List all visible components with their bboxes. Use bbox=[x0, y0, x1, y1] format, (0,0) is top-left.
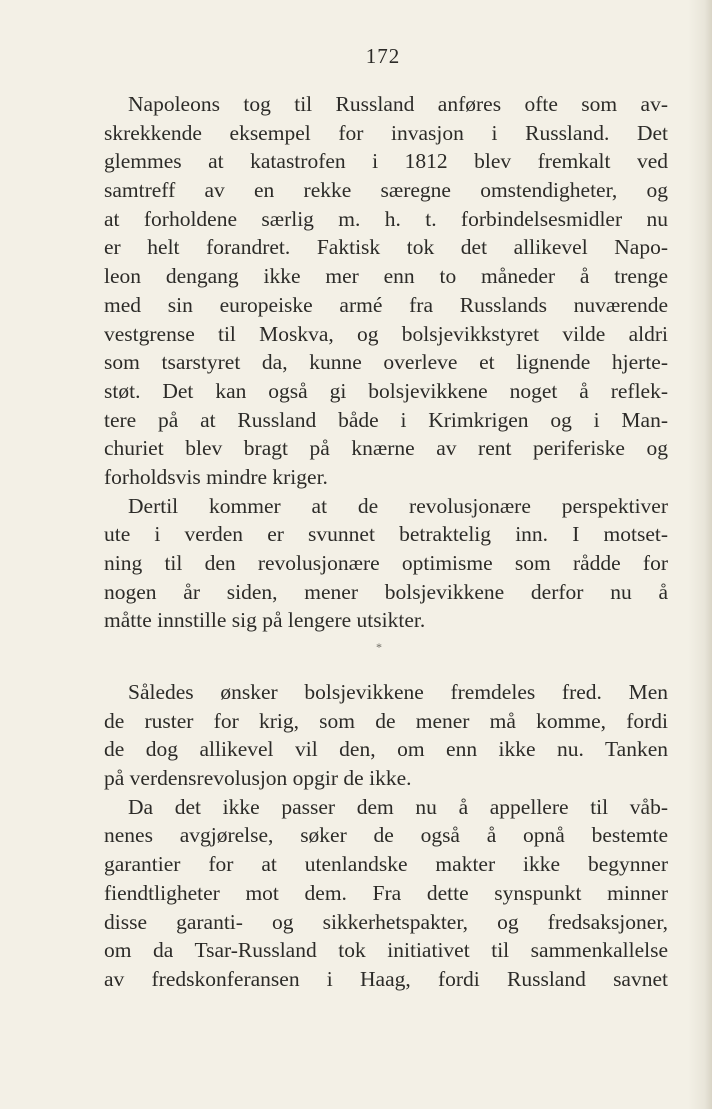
text-line: tere på at Russland både i Krimkrigen og i Man- bbox=[104, 407, 668, 432]
paragraph-block-2 bbox=[104, 678, 668, 994]
text-line: om da Tsar-Russland tok initiativet til sammenkallelse bbox=[104, 938, 668, 963]
text-line: at forholdene særlig m. h. t. forbindelsesmidler nu bbox=[104, 206, 668, 231]
text-line: Napoleons tog til Russland anføres ofte som av- bbox=[128, 92, 668, 116]
text-line: nogen år siden, mener bolsjevikkene derfor nu å bbox=[104, 579, 668, 604]
text-line: disse garanti- og sikkerhetspakter, og fredsaksjoner, bbox=[104, 909, 668, 934]
text-line: måtte innstille sig på lengere utsikter. bbox=[104, 608, 426, 633]
text-line: støt. Det kan også gi bolsjevikkene noget å reflek- bbox=[104, 378, 668, 403]
text-line: som tsarstyret da, kunne overleve et lignende hjerte- bbox=[104, 350, 668, 375]
text-line: vestgrense til Moskva, og bolsjevikkstyret vilde aldri bbox=[104, 321, 668, 346]
text-line: glemmes at katastrofen i 1812 blev fremkalt ved bbox=[104, 149, 668, 174]
text-line: skrekkende eksempel for invasjon i Russland. Det bbox=[104, 120, 668, 145]
text-line: av fredskonferansen i Haag, fordi Russland savnet bbox=[104, 966, 668, 991]
text-line: Da det ikke passer dem nu å appellere til våb- bbox=[128, 794, 668, 819]
text-line: de ruster for krig, som de mener må komme, fordi bbox=[104, 708, 668, 733]
text-line: med sin europeiske armé fra Russlands nuværende bbox=[104, 292, 668, 317]
text-line: samtreff av en rekke særegne omstendigheter, og bbox=[104, 178, 668, 203]
text-line: forholdsvis mindre kriger. bbox=[104, 464, 328, 489]
text-line: på verdensrevolusjon opgir de ikke. bbox=[104, 766, 412, 791]
text-line: Således ønsker bolsjevikkene fremdeles fred. Men bbox=[128, 680, 668, 704]
text-line: er helt forandret. Faktisk tok det allikevel Napo- bbox=[104, 235, 668, 260]
page-edge-shadow bbox=[688, 0, 712, 1109]
text-line: churiet blev bragt på knærne av rent periferiske og bbox=[104, 436, 668, 461]
page-number: 172 bbox=[365, 44, 401, 68]
text-line: fiendtligheter mot dem. Fra dette synspunkt minner bbox=[104, 880, 668, 905]
section-separator: * bbox=[376, 640, 382, 654]
text-line: ning til den revolusjonære optimisme som rådde for bbox=[104, 551, 668, 575]
text-line: ute i verden er svunnet betraktelig inn. I motset- bbox=[104, 522, 668, 547]
text-line: garantier for at utenlandske makter ikke begynner bbox=[104, 852, 668, 877]
text-line: de dog allikevel vil den, om enn ikke nu. Tanken bbox=[104, 737, 668, 762]
text-line: leon dengang ikke mer enn to måneder å trenge bbox=[104, 264, 668, 289]
text-line: nenes avgjørelse, søker de også å opnå bestemte bbox=[104, 823, 668, 848]
text-line: Dertil kommer at de revolusjonære perspektiver bbox=[128, 493, 668, 518]
paragraph-block-1 bbox=[104, 90, 668, 635]
